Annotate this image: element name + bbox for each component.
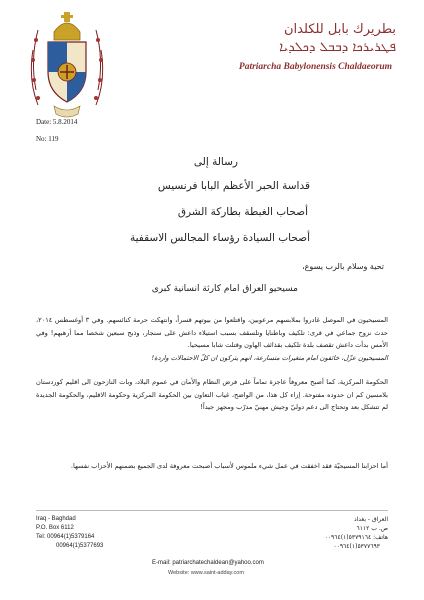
body-paragraph-1-text: المسيحيون في الموصل غادروا بملابسهم مرعوبين، واقتلعوا من بيوتهم قسراً، وانتهكت حرمة كنائسهم. وفي ٣ أوغسطس ٢٠١٤، حدث نزوح جماعي في قرى: تلكيف وباطنايا وتلسقف بسبب استيلاء داعش على سنجار، وذبح سبعين شخصا مما أرهبهم! وفي الأمس بدأت داعش تقصف بلدة تلكيف بقذائف الهاون وقتلت شابا مسيحيا. xyxy=(36,316,388,349)
addressee-patriarchs: أصحاب الغبطة بطاركة الشرق xyxy=(177,206,308,218)
letterhead-latin-title: Patriarcha Babylonensis Chaldaeorum xyxy=(238,62,392,72)
footer-phone-2: 00964(1)5377693 xyxy=(56,543,104,549)
footer-email[interactable]: E-mail: patriarchatechaldean@yahoo.com xyxy=(152,560,264,566)
footer-website[interactable]: Website: www.saint-adday.com xyxy=(168,570,244,576)
letterhead-syriac-title: ܦܛܪܝܪܟܐ ܕܒܒܠ ܕܟܠܕܝܐ xyxy=(279,40,396,55)
footer-phone-2-ar: ٥٣٧٧٦٩٣(١)٠٠٩٦٤ xyxy=(333,543,380,550)
footer-address-pobox: P.O. Box 6112 xyxy=(36,525,74,531)
addressee-pope: قداسة الحبر الأعظم البابا فرنسيس xyxy=(157,180,310,192)
greeting: تحية وسلام بالرب يسوع، xyxy=(302,262,384,271)
footer-address-city-ar: العراق - بغداد xyxy=(353,516,388,523)
letter-number: No: 119 xyxy=(36,135,59,143)
footer-address-pobox-ar: ص. ب ٦١١٢ xyxy=(356,525,388,532)
letterhead-arabic-title: بطريرك بابل للكلدان xyxy=(284,22,396,37)
body-paragraph-3: أما احزابنا المسيحيّة فقد اخفقت في عمل شيء ملموس لأسباب أصبحت معروفة لدى الجميع بضمنهم الأحزاب نفسها. xyxy=(70,462,388,470)
body-paragraph-1-italic: المسيحيون عزّل، خائفون امام متغيرات متسارعة، انهم يتركون ان كلّ الاحتمالات واردة! xyxy=(151,353,388,362)
footer-address-city: Iraq - Baghdad xyxy=(36,516,76,522)
footer-divider xyxy=(36,510,388,511)
patriarchal-coat-of-arms xyxy=(28,10,106,122)
letter-subject: مسيحيو العراق امام كارثة انسانية كبرى xyxy=(151,284,298,294)
body-paragraph-1 xyxy=(36,314,388,364)
body-paragraph-2: الحكومة المركزية، كما أصبح معروفاً عاجزة تماماً على فرض النظام والأمان في عموم البلاد، وبات النازحون الى اقليم كوردستان بلامسين كم ان حدوده مفتوحة. إزاء كل هذا، من الواضح، غياب التعاون بين الحكومة المركزية وحكومة الاقليم، والحكومة الجديدة لم تتشكل بعد وتحتاج الى دعم دوليّ وجيش مهنيّ مدرّب ومجهز جيداً! xyxy=(36,378,388,411)
addressee-heading: رسالة إلى xyxy=(193,156,238,168)
footer-phone-1: Tel: 00964(1)5379164 xyxy=(36,534,95,540)
footer-phone-1-ar: هاتف: ٥٣٧٩١٦٤(١)٠٠٩٦٤ xyxy=(324,534,388,541)
letter-date: Date: 5.8.2014 xyxy=(36,118,78,126)
addressee-bishops: أصحاب السيادة رؤساء المجالس الاسقفية xyxy=(129,232,310,244)
